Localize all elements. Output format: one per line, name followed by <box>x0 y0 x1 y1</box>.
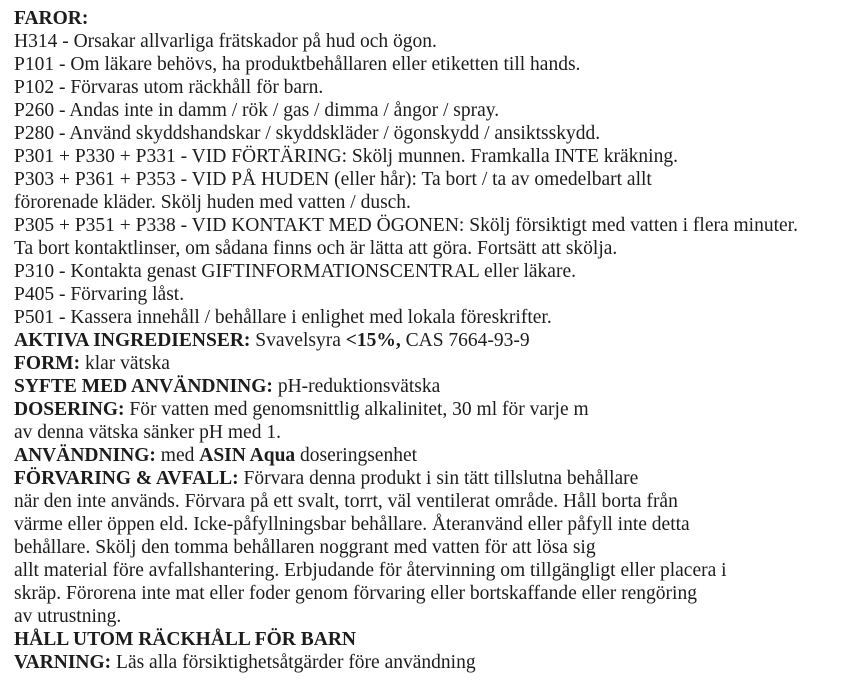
text-segment: P101 - Om läkare behövs, ha produktbehållaren eller etiketten till hands. <box>14 54 581 75</box>
text-segment: värme eller öppen eld. Icke-påfyllningsbar behållare. Återanvänd eller påfyll inte detta <box>14 514 690 535</box>
text-segment: av utrustning. <box>14 606 122 627</box>
document-line <box>14 76 847 99</box>
text-segment: Förvara denna produkt i sin tätt tillslutna behållare <box>238 468 639 489</box>
document-line <box>14 191 847 214</box>
document-line <box>14 214 847 237</box>
document-line <box>14 628 847 651</box>
document-line <box>14 605 847 628</box>
document-line <box>14 490 847 513</box>
text-segment: Läs alla försiktighetsåtgärder före användning <box>111 652 476 673</box>
bold-text-segment: FÖRVARING & AVFALL: <box>14 468 239 489</box>
document-line <box>14 283 847 306</box>
document-line <box>14 237 847 260</box>
text-segment: P280 - Använd skyddshandskar / skyddskläder / ögonskydd / ansiktsskydd. <box>14 123 601 144</box>
document-line <box>14 329 847 352</box>
text-segment: allt material före avfallshantering. Erbjudande för återvinning om tillgängligt eller placera i <box>14 560 727 581</box>
bold-text-segment: FAROR: <box>14 8 89 29</box>
document-line <box>14 398 847 421</box>
document-line <box>14 122 847 145</box>
document-line <box>14 168 847 191</box>
document-line <box>14 421 847 444</box>
text-segment: H314 - Orsakar allvarliga frätskador på hud och ögon. <box>14 31 437 52</box>
text-segment: Ta bort kontaktlinser, om sådana finns och är lätta att göra. Fortsätt att skölja. <box>14 238 618 259</box>
document-line <box>14 7 847 30</box>
document-line <box>14 306 847 329</box>
document-line <box>14 513 847 536</box>
text-segment: behållare. Skölj den tomma behållaren noggrant med vatten för att lösa sig <box>14 537 596 558</box>
bold-text-segment: ASIN Aqua <box>199 445 296 466</box>
document-line <box>14 352 847 375</box>
bold-text-segment: AKTIVA INGREDIENSER: <box>14 330 251 351</box>
document-line <box>14 30 847 53</box>
text-segment: P303 + P361 + P353 - VID PÅ HUDEN (eller hår): Ta bort / ta av omedelbart allt <box>14 169 652 190</box>
bold-text-segment: HÅLL UTOM RÄCKHÅLL FÖR BARN <box>14 629 357 650</box>
text-segment: pH-reduktionsvätska <box>272 376 441 397</box>
text-segment: P501 - Kassera innehåll / behållare i enlighet med lokala föreskrifter. <box>14 307 552 328</box>
bold-text-segment: FORM: <box>14 353 81 374</box>
text-segment: Svavelsyra <box>250 330 346 351</box>
text-segment: förorenade kläder. Skölj huden med vatten / dusch. <box>14 192 411 213</box>
text-segment: när den inte används. Förvara på ett svalt, torrt, väl ventilerat område. Håll borta från <box>14 491 678 512</box>
document-line <box>14 375 847 398</box>
document-line <box>14 467 847 490</box>
text-segment: P102 - Förvaras utom räckhåll för barn. <box>14 77 324 98</box>
text-segment: P260 - Andas inte in damm / rök / gas / dimma / ångor / spray. <box>14 100 500 121</box>
text-segment: av denna vätska sänker pH med 1. <box>14 422 281 443</box>
text-segment: skräp. Förorena inte mat eller foder genom förvaring eller bortskaffande eller rengöring <box>14 583 697 604</box>
text-segment: P301 + P330 + P331 - VID FÖRTÄRING: Skölj munnen. Framkalla INTE kräkning. <box>14 146 678 167</box>
document-line <box>14 651 847 674</box>
document-line <box>14 582 847 605</box>
document-line <box>14 145 847 168</box>
bold-text-segment: DOSERING: <box>14 399 125 420</box>
text-segment: doseringsenhet <box>295 445 418 466</box>
bold-text-segment: VARNING: <box>14 652 112 673</box>
document-line <box>14 444 847 467</box>
text-segment: P405 - Förvaring låst. <box>14 284 185 305</box>
text-segment: P310 - Kontakta genast GIFTINFORMATIONSCENTRAL eller läkare. <box>14 261 576 282</box>
bold-text-segment: <15%, <box>345 330 401 351</box>
document-line <box>14 99 847 122</box>
document-line <box>14 53 847 76</box>
bold-text-segment: ANVÄNDNING: <box>14 445 156 466</box>
text-segment: klar vätska <box>80 353 170 374</box>
document-line <box>14 260 847 283</box>
text-segment: CAS 7664-93-9 <box>400 330 530 351</box>
bold-text-segment: SYFTE MED ANVÄNDNING: <box>14 376 273 397</box>
text-segment: För vatten med genomsnittlig alkalinitet, 30 ml för varje m <box>124 399 589 420</box>
document-line <box>14 536 847 559</box>
document-line <box>14 559 847 582</box>
text-segment: P305 + P351 + P338 - VID KONTAKT MED ÖGONEN: Skölj försiktigt med vatten i flera minuter. <box>14 215 798 236</box>
text-segment: med <box>155 445 200 466</box>
